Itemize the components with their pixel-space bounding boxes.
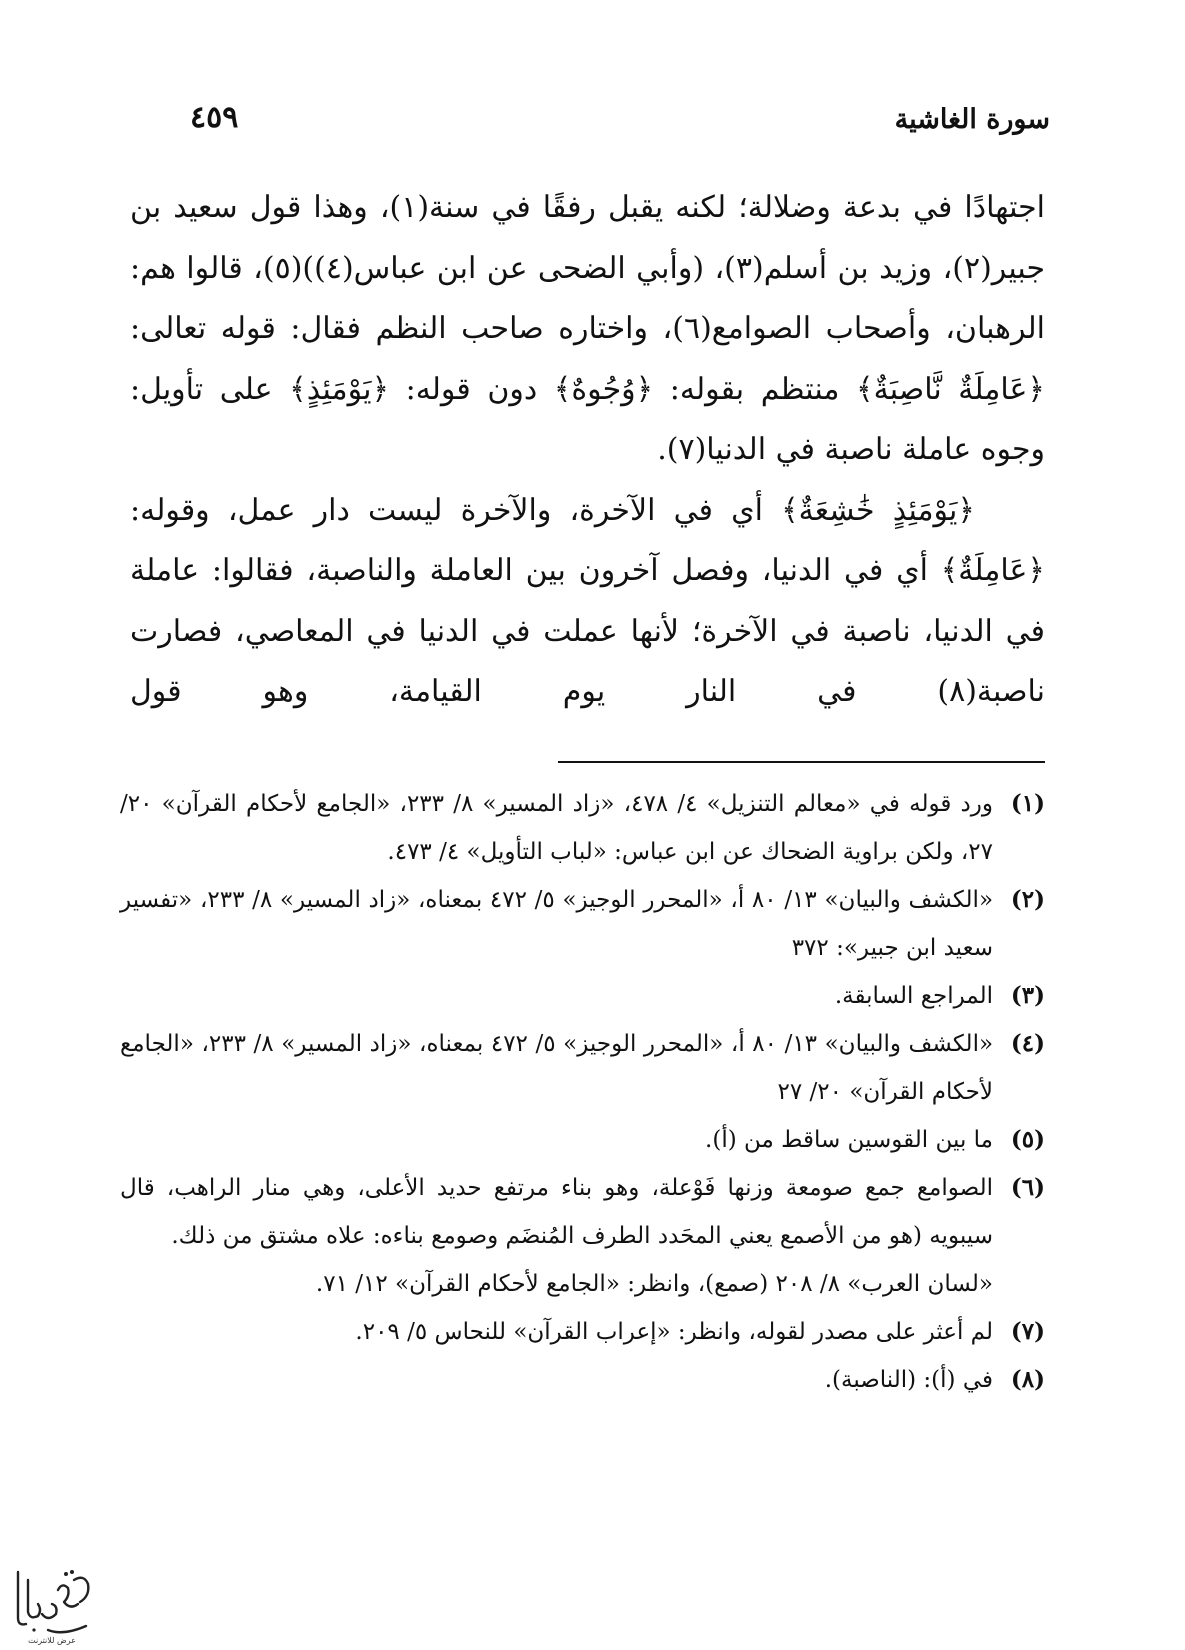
footnote-text: «الكشف والبيان» ١٣/ ٨٠ أ، «المحرر الوجيز» ٥/ ٤٧٢ بمعناه، «زاد المسير» ٨/ ٢٣٣، «الجامع لأحكام القرآن» ٢٠/ ٢٧ — [120, 1031, 994, 1105]
footnote-item — [120, 780, 1045, 876]
footnote-text: الصوامع جمع صومعة وزنها فَوْعلة، وهو بناء مرتفع حديد الأعلى، وهي منار الراهب، قال سيبويه (هو من الأصمع يعني المحَدد الطرف المُنضَم وصومع بناءه: علاه مشتق من ذلك. — [120, 1175, 993, 1249]
footnote-item — [120, 972, 1045, 1020]
footnote-item — [120, 1308, 1045, 1356]
footnote-item — [120, 1164, 1045, 1260]
footnote-number: (٨) — [1010, 1366, 1045, 1393]
footnote-number: (٥) — [1010, 1126, 1045, 1153]
page-number: ٤٥٩ — [190, 100, 239, 135]
body-paragraph: اجتهادًا في بدعة وضلالة؛ لكنه يقبل رفقًا في سنة(١)، وهذا قول سعيد بن جبير(٢)، وزيد بن أسلم(٣)، (وأبي الضحى عن ابن عباس(٤))(٥)، قالوا هم: الرهبان، وأصحاب الصوامع(٦)، واختاره صاحب النظم فقال: قوله تعالى: ﴿عَامِلَةٌ نَّاصِبَةٌ﴾ منتظم بقوله: ﴿وُجُوهٌ﴾ دون قوله: ﴿يَوْمَئِذٍ﴾ على تأويل: وجوه عاملة ناصبة في الدنيا(٧). — [130, 190, 1046, 467]
footnote-item — [120, 1356, 1045, 1404]
publisher-logo-subtitle: عرض للانترنت — [28, 1636, 76, 1645]
footnote-number: (٤) — [1010, 1030, 1045, 1057]
surah-title: سورة الغاشية — [894, 104, 1050, 135]
footnote-reference: «لسان العرب» ٨/ ٢٠٨ (صمع)، وانظر: «الجامع لأحكام القرآن» ١٢/ ٧١. — [315, 1271, 993, 1297]
body-paragraph: ﴿يَوْمَئِذٍ خَٰشِعَةٌ﴾ أي في الآخرة، والآخرة ليست دار عمل، وقوله: ﴿عَامِلَةٌ﴾ أي في الدنيا، وفصل آخرون بين العاملة والناصبة، فقالوا: عاملة في الدنيا، ناصبة في الآخرة؛ لأنها عملت في الدنيا في المعاصي، فصارت ناصبة(٨) في النار يوم القيامة، وهو قول — [130, 492, 1045, 709]
footnote-number: (٦) — [1010, 1174, 1045, 1201]
footnotes — [120, 780, 1045, 1404]
footnote-text: ورد قوله في «معالم التنزيل» ٤/ ٤٧٨، «زاد المسير» ٨/ ٢٣٣، «الجامع لأحكام القرآن» ٢٠/ ٢٧، ولكن براوية الضحاك عن ابن عباس: «لباب التأويل» ٤/ ٤٧٣. — [120, 791, 993, 865]
footnote-number: (٢) — [1010, 886, 1045, 913]
footnote-item — [120, 1020, 1045, 1116]
footnote-text: «الكشف والبيان» ١٣/ ٨٠ أ، «المحرر الوجيز» ٥/ ٤٧٢ بمعناه، «زاد المسير» ٨/ ٢٣٣، «تفسير سعيد ابن جبير»: ٣٧٢ — [120, 887, 994, 961]
footnote-number: (٧) — [1010, 1318, 1045, 1345]
footnote-text: في (أ): (الناصبة). — [824, 1367, 993, 1393]
footnote-item — [120, 876, 1045, 972]
footnote-text: ما بين القوسين ساقط من (أ). — [705, 1127, 993, 1153]
main-text — [130, 178, 1045, 723]
publisher-logo — [8, 1560, 96, 1640]
footnote-number: (١) — [1010, 790, 1045, 817]
footnote-separator — [558, 761, 1045, 763]
footnote-text: المراجع السابقة. — [834, 983, 993, 1009]
footnote-number: (٣) — [1010, 982, 1045, 1009]
footnote-item — [120, 1116, 1045, 1164]
footnote-text: لم أعثر على مصدر لقوله، وانظر: «إعراب القرآن» للنحاس ٥/ ٢٠٩. — [355, 1319, 993, 1345]
page-header — [190, 100, 1050, 140]
